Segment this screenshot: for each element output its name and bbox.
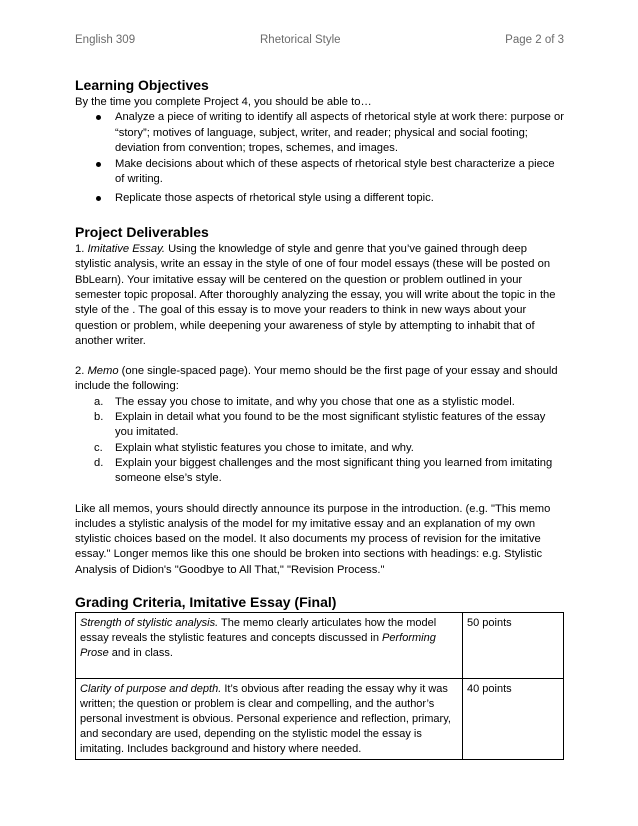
deliverable-title: Imitative Essay. <box>87 243 165 256</box>
points-cell: 50 points <box>463 613 564 679</box>
deliverable-text: (one single-spaced page). Your memo should be the first page of your essay and should include the following: <box>75 365 558 393</box>
item-text: Explain in detail what you found to be the most significant stylistic features of the essay you imitated. <box>115 411 546 439</box>
criterion-book-title: Performing Prose <box>80 632 436 660</box>
table-row <box>76 679 564 760</box>
criterion-text: It’s obvious after reading the essay why it was written; the question or problem is clear and compelling, and the author’s personal investment is obvious. Personal experience and reflection, primary, and secondary are used, depending on the stylistic model the essay is imitating. Includes background and history where needed. <box>80 683 451 756</box>
memo-guidance-paragraph: Like all memos, yours should directly announce its purpose in the introduction. (e.g. "This memo includes a stylistic analysis of the model for my imitative essay and an explanation of my own stylistic choices based on the model. It also documents my process of revision for the imitative essay." Longer memos like this one should be broken into sections with headings: e.g. Stylistic Analysis of Didion's "Goodbye to All That," "Revision Process." <box>75 502 551 576</box>
deliverable-memo <box>75 364 565 395</box>
learning-objectives-heading: Learning Objectives <box>75 77 209 93</box>
grading-table <box>75 612 564 760</box>
project-deliverables-section <box>75 223 565 578</box>
item-text: The essay you chose to imitate, and why you chose that one as a stylistic model. <box>115 395 515 408</box>
criterion-cell <box>76 613 463 679</box>
item-marker: b. <box>94 411 104 424</box>
objective-item: Analyze a piece of writing to identify all aspects of rhetorical style at work there: purpose or “story”; motives of language, subject, writer, and reader; physical and social footing; deviation from convention; tropes, schemes, and images. <box>115 110 565 156</box>
deliverable-number: 2. <box>75 365 88 378</box>
grading-criteria-section <box>75 593 565 760</box>
deliverable-text: Using the knowledge of style and genre that you’ve gained through deep stylistic analysis, write an essay in the style of one of four model essays (these will be posted on BbLearn). Your imitative essay will be centered on the question or problem outlined in your semester topic proposal. After thoroughly analyzing the essay, you will write about the topic in the style of the . The goal of this essay is to move your readers to think in new ways about your question or problem, while deepening your awareness of style by attempting to inhabit that of another writer. <box>75 243 556 347</box>
header-course: English 309 <box>75 34 136 46</box>
memo-requirements-list <box>75 395 565 487</box>
criterion-cell <box>76 679 463 760</box>
deliverable-imitative-essay <box>75 242 565 349</box>
learning-objectives-section <box>75 76 565 206</box>
item-marker: d. <box>94 456 104 469</box>
item-marker: a. <box>94 395 104 408</box>
header-title: Rhetorical Style <box>260 34 341 46</box>
learning-objectives-intro: By the time you complete Project 4, you should be able to… <box>75 96 372 108</box>
page-header <box>75 34 564 50</box>
item-text: Explain your biggest challenges and the most significant thing you learned from imitating someone else’s style. <box>115 456 553 485</box>
grading-criteria-heading: Grading Criteria, Imitative Essay (Final) <box>75 594 337 611</box>
deliverable-number: 1. <box>75 243 88 256</box>
memo-requirement-item <box>75 395 565 410</box>
page-content <box>75 76 565 760</box>
item-marker: c. <box>94 441 103 454</box>
criterion-title: Clarity of purpose and depth. <box>80 683 222 696</box>
table-row <box>76 613 564 679</box>
objective-item: Replicate those aspects of rhetorical style using a different topic. <box>115 191 565 206</box>
project-deliverables-heading: Project Deliverables <box>75 224 209 241</box>
item-text: Explain what stylistic features you chose to imitate, and why. <box>115 441 414 454</box>
criterion-text-end: and in class. <box>108 647 173 660</box>
memo-requirement-item <box>75 456 565 487</box>
criterion-text: The memo clearly articulates how the model essay reveals the stylistic features and concepts discussed in <box>80 617 437 645</box>
objective-item: Make decisions about which of these aspects of rhetorical style best characterize a piece of writing. <box>115 157 565 188</box>
criterion-title: Strength of stylistic analysis. <box>80 617 219 630</box>
memo-requirement-item <box>75 441 565 456</box>
deliverable-title: Memo <box>87 365 119 378</box>
memo-requirement-item <box>75 410 565 441</box>
points-cell: 40 points <box>463 679 564 760</box>
objectives-list <box>75 110 565 206</box>
header-page-number: Page 2 of 3 <box>505 34 564 46</box>
